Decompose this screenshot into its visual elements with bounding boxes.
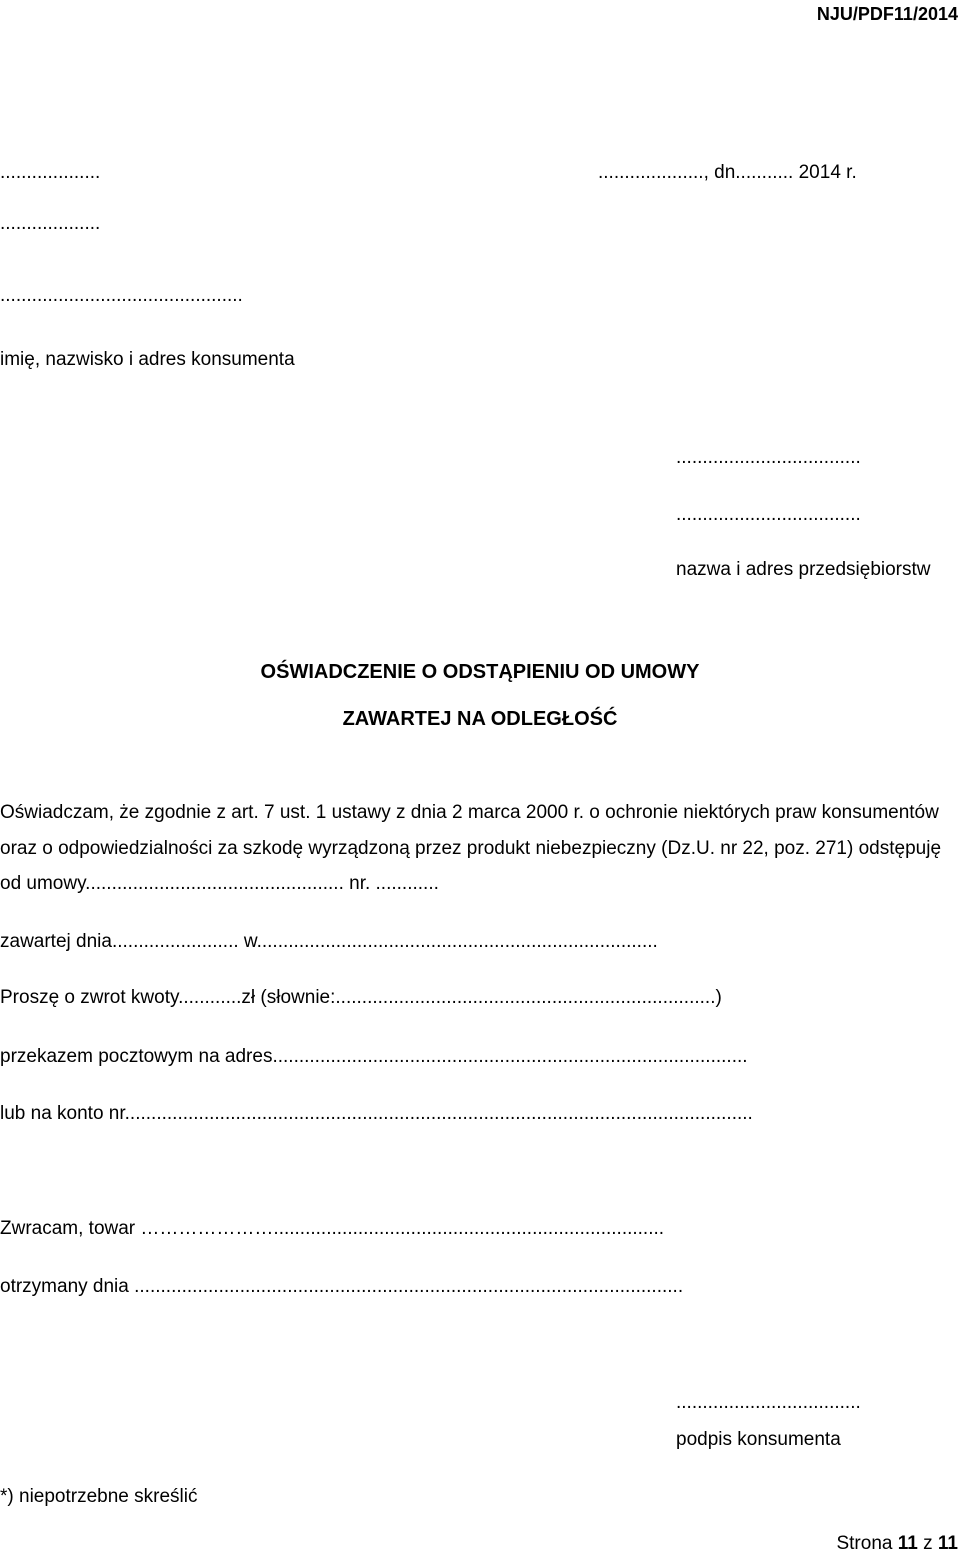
page-label-prefix: Strona: [836, 1533, 893, 1554]
statement-paragraph: Oświadczam, że zgodnie z art. 7 ust. 1 ustawy z dnia 2 marca 2000 r. o ochronie niektórych praw konsumentów oraz o odpowiedzialności za szkodę wyrządzoną przez produkt niebezpieczny (Dz.U. nr 22, poz. 271) odstępuję od umowy................................................. nr. ............: [0, 802, 942, 894]
page-number: [836, 1532, 958, 1556]
bank-account-field: lub na konto nr.......................................................................................................................: [0, 1103, 753, 1124]
document-id: NJU/PDF11/2014: [816, 4, 958, 24]
place-and-date: ...................., dn........... 2014 r.: [598, 162, 857, 183]
signature-line: ...................................: [676, 1392, 861, 1413]
signature-caption: podpis konsumenta: [676, 1429, 841, 1450]
postal-address-field: przekazem pocztowym na adres..........................................................................................: [0, 1046, 748, 1067]
consumer-line-2: ...................: [0, 213, 101, 234]
page-total: 11: [937, 1533, 958, 1554]
page-current: 11: [897, 1533, 918, 1554]
contract-date-place-field: zawartej dnia........................ w............................................................................: [0, 931, 658, 952]
returned-goods-field: Zwracam, towar …………………..........................................................................: [0, 1218, 665, 1239]
footnote: *) niepotrzebne skreślić: [0, 1486, 198, 1507]
company-line-1: ...................................: [676, 447, 861, 468]
consumer-line-3: ..............................................: [0, 285, 243, 306]
company-line-2: ...................................: [676, 504, 861, 525]
document-title-line-2: ZAWARTEJ NA ODLEGŁOŚĆ: [342, 708, 618, 730]
received-date-field: otrzymany dnia ........................................................................................................: [0, 1276, 684, 1297]
refund-amount-field: Proszę o zwrot kwoty............zł (słownie:........................................................................): [0, 987, 722, 1008]
document-title-line-1: OŚWIADCZENIE O ODSTĄPIENIU OD UMOWY: [260, 661, 700, 683]
page-label-of: z: [923, 1533, 933, 1554]
consumer-caption: imię, nazwisko i adres konsumenta: [0, 349, 295, 370]
company-caption: nazwa i adres przedsiębiorstw: [676, 559, 931, 580]
consumer-line-1: ...................: [0, 162, 101, 183]
